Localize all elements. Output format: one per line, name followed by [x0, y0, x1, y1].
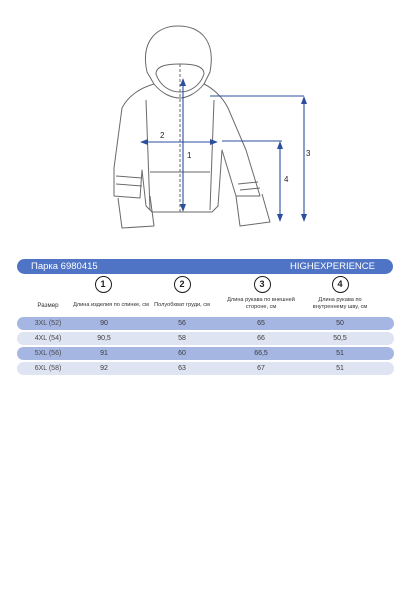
measurement-lines: [140, 78, 307, 222]
body-outline: [114, 84, 260, 212]
measure-4-arrow-bottom: [277, 214, 283, 222]
table-row: [17, 347, 394, 360]
number-badge-4: 4: [332, 276, 349, 293]
parka-technical-sketch: [0, 0, 400, 245]
header-half-chest: Полуобхват груди, см: [154, 302, 210, 308]
table-row: [17, 362, 394, 375]
row-inner-sleeve: 50,5: [333, 335, 347, 342]
row-back-length: 90,5: [97, 335, 111, 342]
header-outer-sleeve: Длина рукава по внешней стороне, см: [227, 297, 295, 310]
brand-name: HIGHEXPERIENCE: [290, 261, 375, 272]
measure-1-arrow-top: [180, 78, 186, 86]
row-half-chest: 63: [178, 365, 186, 372]
row-half-chest: 58: [178, 335, 186, 342]
row-inner-sleeve: 50: [336, 320, 344, 327]
front-seam-left: [146, 100, 150, 210]
sleeve-stripe-1: [116, 176, 142, 178]
header-inner-sleeve: Длина рукава по внутреннему шву, см: [312, 297, 368, 310]
row-half-chest: 56: [178, 320, 186, 327]
row-back-length: 91: [100, 350, 108, 357]
right-cuff: [236, 194, 270, 226]
garment-outline: [114, 26, 270, 228]
row-outer-sleeve: 65: [257, 320, 265, 327]
measure-1-arrow-bottom: [180, 204, 186, 212]
sleeve-stripe-2: [116, 184, 142, 186]
number-badge-1: 1: [95, 276, 112, 293]
row-outer-sleeve: 67: [257, 365, 265, 372]
row-back-length: 90: [100, 320, 108, 327]
table-row: [17, 332, 394, 345]
measure-2-arrow-right: [210, 139, 218, 145]
row-size: 3XL (52): [34, 320, 62, 327]
hood-opening: [156, 64, 204, 92]
sleeve-stripe-4: [240, 188, 260, 190]
row-outer-sleeve: 66: [257, 335, 265, 342]
row-size: 6XL (58): [34, 365, 62, 372]
dimension-label-2: 2: [160, 131, 165, 140]
header-back-length: Длина изделия по спинке, см: [73, 302, 149, 308]
measure-4-arrow-top: [277, 141, 283, 149]
product-name: Парка 6980415: [31, 261, 98, 272]
row-inner-sleeve: 51: [336, 365, 344, 372]
row-outer-sleeve: 66,5: [254, 350, 268, 357]
measure-3-arrow-top: [301, 96, 307, 104]
table-row: [17, 317, 394, 330]
row-size: 4XL (54): [34, 335, 62, 342]
measure-2-arrow-left: [140, 139, 148, 145]
measure-3-arrow-bottom: [301, 214, 307, 222]
row-half-chest: 60: [178, 350, 186, 357]
dimension-label-3: 3: [306, 149, 311, 158]
dimension-label-1: 1: [187, 151, 192, 160]
number-badge-2: 2: [174, 276, 191, 293]
sleeve-stripe-3: [238, 182, 258, 184]
badge-column-4: [285, 276, 395, 293]
front-seam-right: [210, 100, 214, 210]
row-size: 5XL (56): [34, 350, 62, 357]
dimension-label-4: 4: [284, 175, 289, 184]
product-banner: [17, 259, 393, 274]
hood-outline: [145, 26, 211, 98]
row-back-length: 92: [100, 365, 108, 372]
left-cuff: [118, 196, 154, 228]
number-badge-3: 3: [254, 276, 271, 293]
row-inner-sleeve: 51: [336, 350, 344, 357]
header-size: Размер: [37, 302, 59, 309]
